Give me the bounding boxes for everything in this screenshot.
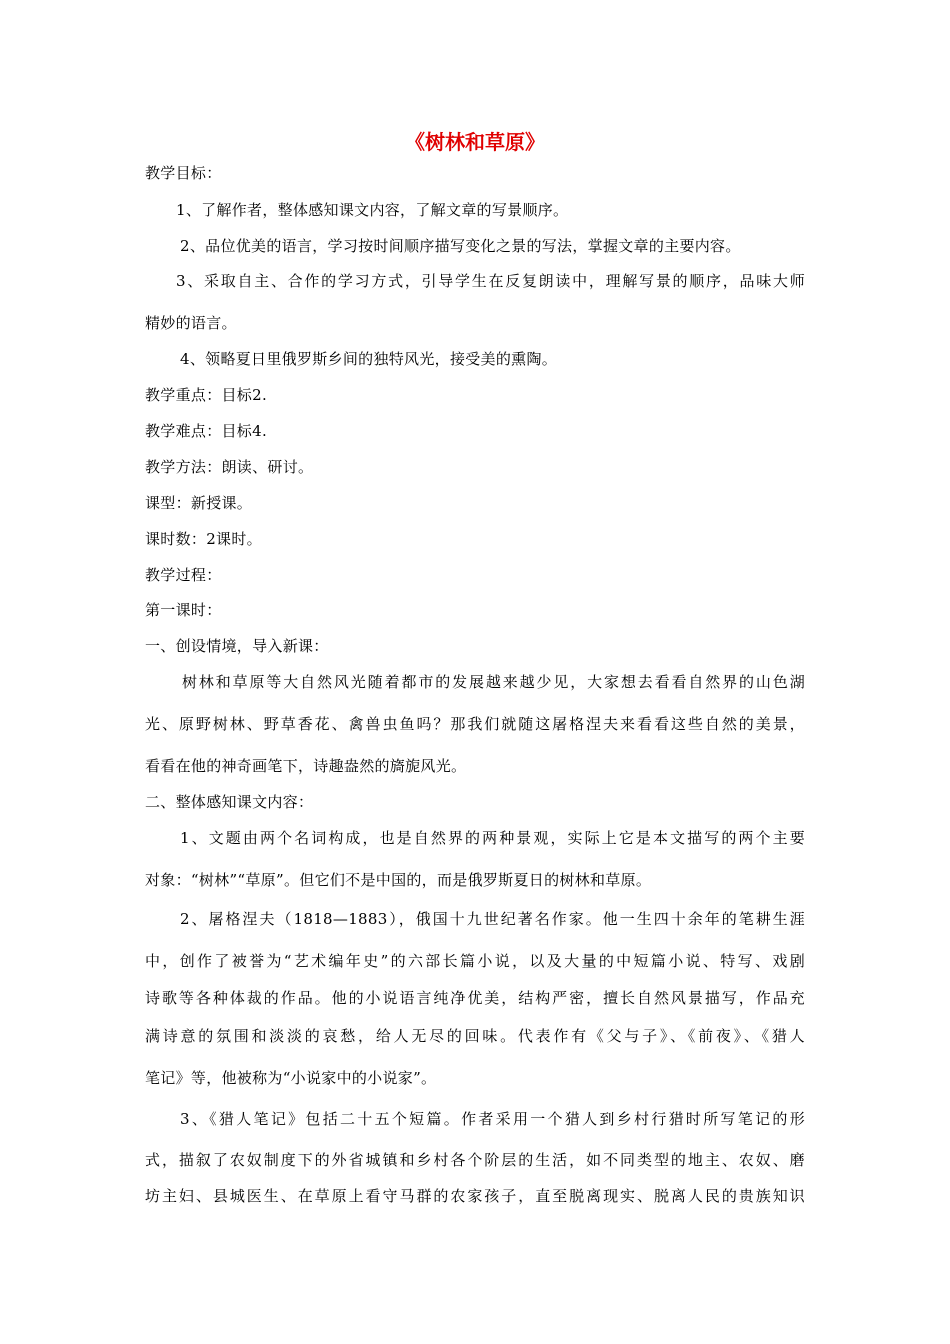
intro-line-2: 光、原野树林、野草香花、禽兽虫鱼吗？那我们就随这屠格涅夫来看看这些自然的美景， <box>145 715 805 733</box>
objective-4: 4、领略夏日里俄罗斯乡间的独特风光，接受美的熏陶。 <box>180 350 558 368</box>
para-3-line-2: 式，描叙了农奴制度下的外省城镇和乡村各个阶层的生活，如不同类型的地主、农奴、磨 <box>145 1151 805 1169</box>
para-3-line-1: 3、《猎人笔记》包括二十五个短篇。作者采用一个猎人到乡村行猎时所写笔记的形 <box>180 1110 805 1128</box>
difficulty: 教学难点：目标4. <box>145 422 268 440</box>
intro-line-3: 看看在他的神奇画笔下，诗趣盎然的旖旎风光。 <box>145 757 467 775</box>
para-2-line-3: 诗歌等各种体裁的作品。他的小说语言纯净优美，结构严密，擅长自然风景描写，作品充 <box>145 989 805 1007</box>
section-1-heading: 一、创设情境，导入新课： <box>145 637 329 655</box>
key-point: 教学重点：目标2. <box>145 386 268 404</box>
objectives-heading: 教学目标： <box>145 164 222 182</box>
objective-1: 1、了解作者，整体感知课文内容，了解文章的写景顺序。 <box>176 201 569 219</box>
lesson-type: 课型：新授课。 <box>145 494 253 512</box>
para-2-line-1: 2、屠格涅夫（1818—1883），俄国十九世纪著名作家。他一生四十余年的笔耕生涯 <box>180 910 805 928</box>
objective-2: 2、品位优美的语言，学习按时间顺序描写变化之景的写法，掌握文章的主要内容。 <box>180 237 741 255</box>
para-2-line-2: 中，创作了被誉为“艺术编年史”的六部长篇小说，以及大量的中短篇小说、特写、戏剧 <box>145 952 805 970</box>
class-hours: 课时数：2课时。 <box>145 530 262 548</box>
objective-3-line-2: 精妙的语言。 <box>145 314 237 332</box>
para-2-line-4: 满诗意的氛围和淡淡的哀愁，给人无尽的回味。代表作有《父与子》、《前夜》、《猎人 <box>145 1027 805 1045</box>
para-3-line-3: 坊主妇、县城医生、在草原上看守马群的农家孩子，直至脱离现实、脱离人民的贵族知识 <box>145 1187 805 1205</box>
para-1-line-1: 1、文题由两个名词构成，也是自然界的两种景观，实际上它是本文描写的两个主要 <box>180 829 805 847</box>
para-1-line-2: 对象：“树林”“草原”。但它们不是中国的，而是俄罗斯夏日的树林和草原。 <box>145 871 652 889</box>
document-title: 《树林和草原》 <box>405 130 545 154</box>
teaching-method: 教学方法：朗读、研讨。 <box>145 458 314 476</box>
teaching-process: 教学过程： <box>145 566 222 584</box>
para-2-line-5: 笔记》等，他被称为“小说家中的小说家”。 <box>145 1069 437 1087</box>
first-period: 第一课时： <box>145 601 222 619</box>
intro-line-1: 树林和草原等大自然风光随着都市的发展越来越少见，大家想去看看自然界的山色湖 <box>182 673 805 691</box>
objective-3-line-1: 3、采取自主、合作的学习方式，引导学生在反复朗读中，理解写景的顺序，品味大师 <box>176 272 805 290</box>
section-2-heading: 二、整体感知课文内容： <box>145 793 314 811</box>
